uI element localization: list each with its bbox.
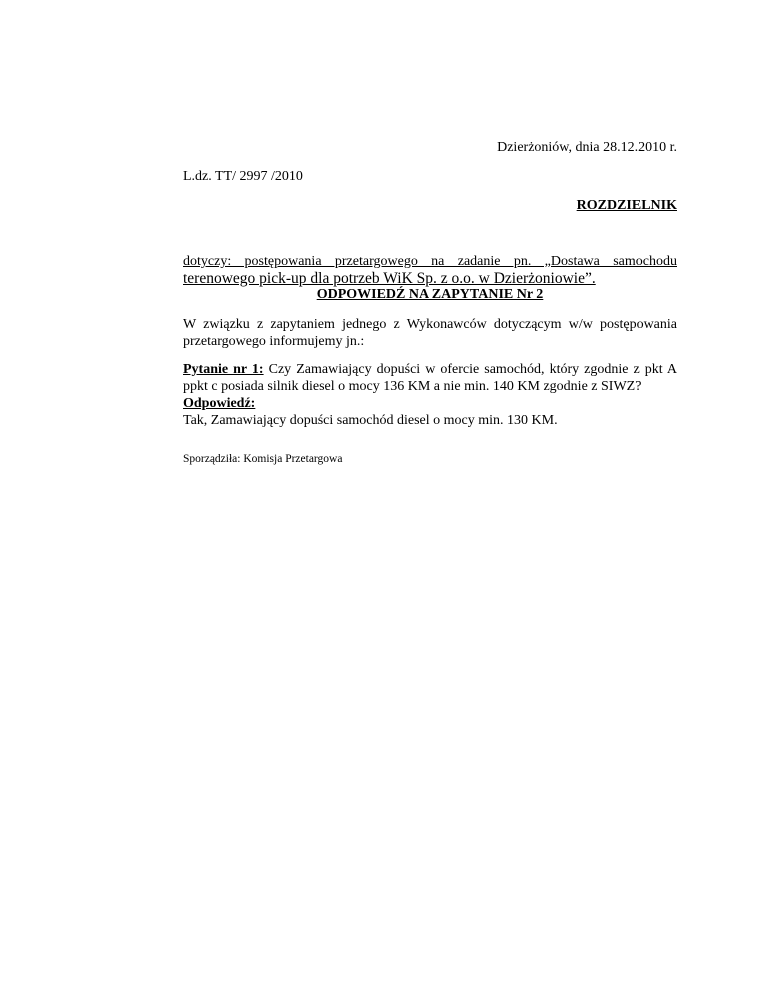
question-paragraph xyxy=(183,361,677,395)
reference-number: L.dz. TT/ 2997 /2010 xyxy=(183,169,303,184)
prepared-by: Sporządziła: Komisja Przetargowa xyxy=(183,453,343,465)
answer-text: Tak, Zamawiający dopuści samochód diesel o mocy min. 130 KM. xyxy=(183,413,558,428)
document-heading: ROZDZIELNIK xyxy=(576,198,677,213)
subject-line-1: dotyczy: postępowania przetargowego na zadanie pn. „Dostawa samochodu xyxy=(183,254,677,269)
place-date: Dzierżoniów, dnia 28.12.2010 r. xyxy=(497,140,677,155)
intro-paragraph: W związku z zapytaniem jednego z Wykonawców dotyczącym w/w postępowania przetargowego informujemy jn.: xyxy=(183,317,677,349)
answer-label: Odpowiedź: xyxy=(183,396,256,411)
question-label: Pytanie nr 1: xyxy=(183,362,264,377)
question-answer-block xyxy=(183,361,677,429)
subject-block xyxy=(183,253,677,288)
answer-heading: ODPOWIEDŹ NA ZAPYTANIE Nr 2 xyxy=(316,287,544,302)
subject-line-2: terenowego pick-up dla potrzeb WiK Sp. z o.o. w Dzierżoniowie”. xyxy=(183,270,596,287)
question-text: Czy Zamawiający dopuści w ofercie samochód, który zgodnie z pkt A ppkt c posiada silnik diesel o mocy 136 KM a nie min. 140 KM zgodnie z SIWZ? xyxy=(183,362,678,394)
answer-label-paragraph xyxy=(183,395,677,412)
